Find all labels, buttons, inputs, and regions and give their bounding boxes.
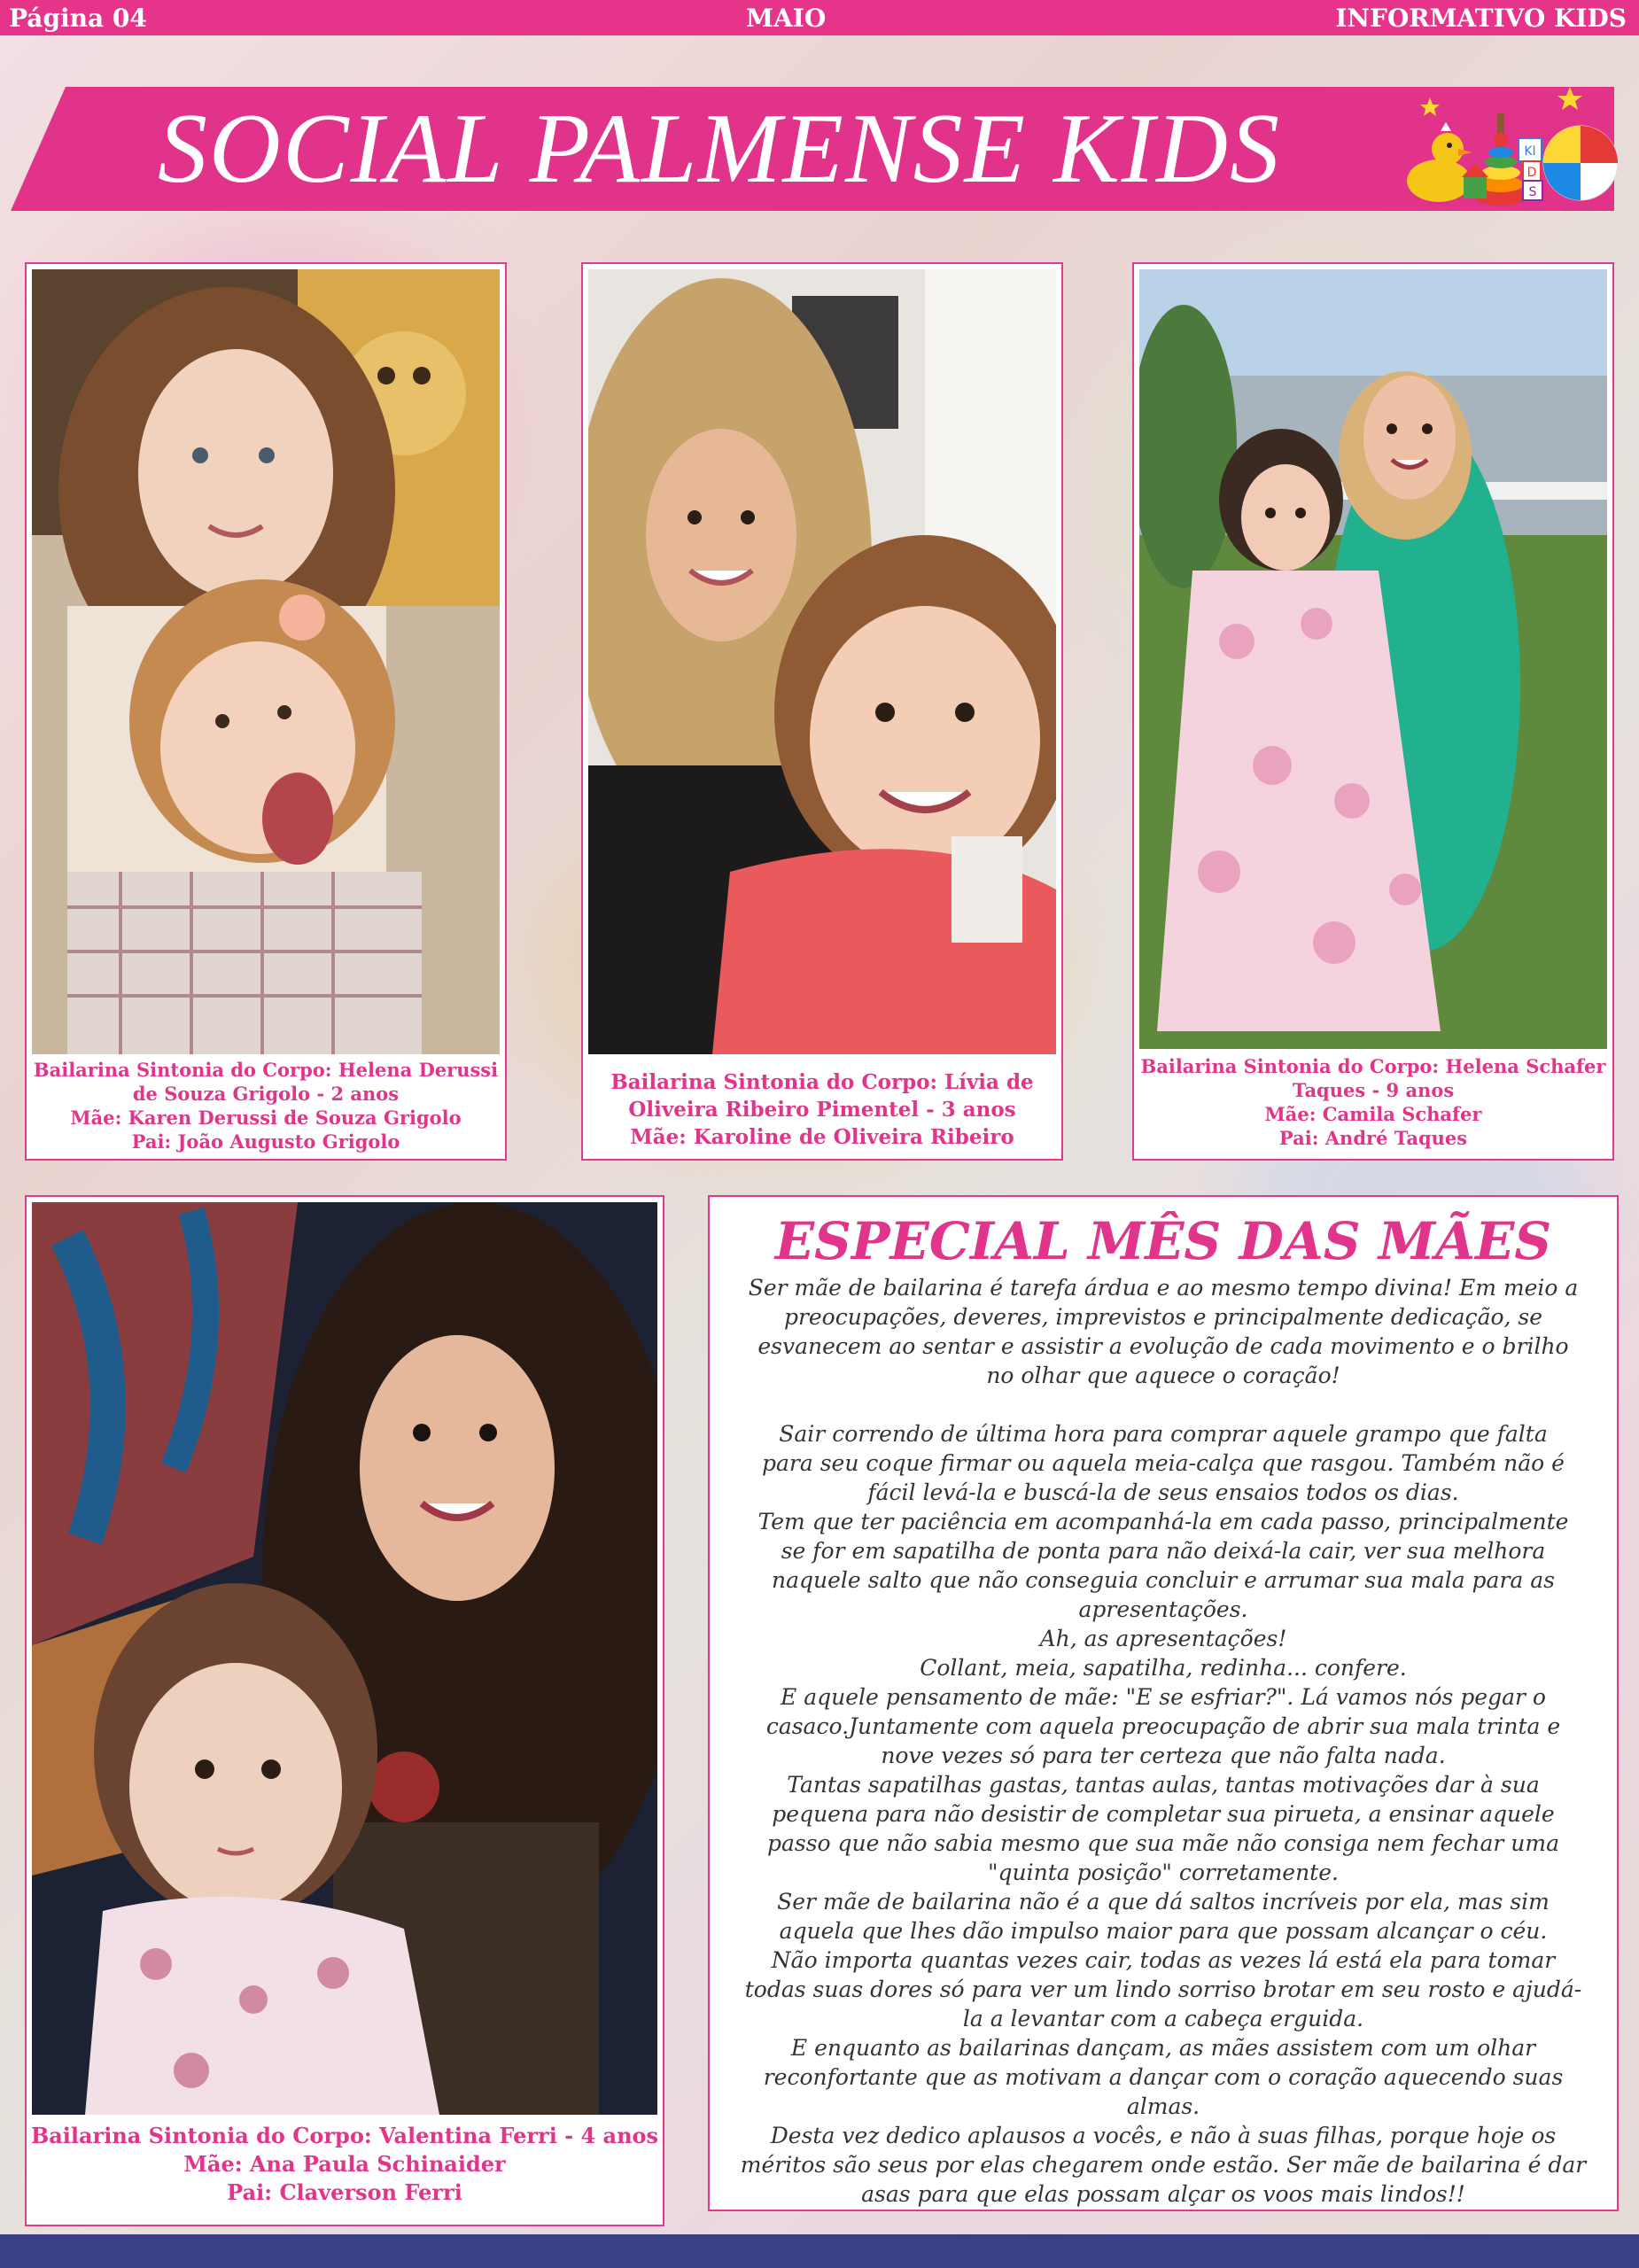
issue-month: MAIO: [746, 4, 827, 33]
kids-blocks-icon: [1519, 138, 1542, 200]
svg-text:S: S: [1528, 185, 1537, 199]
mother-and-daughter-photo: [588, 269, 1056, 1054]
article-line: [736, 1390, 1590, 1419]
section-name: INFORMATIVO KIDS: [1335, 4, 1627, 33]
article-line: naquele salto que não conseguia concluir e arrumar sua mala para as: [772, 1567, 1555, 1593]
article-line: apresentações.: [1078, 1596, 1248, 1622]
article-box: [708, 1195, 1619, 2211]
mother-and-daughter-photo: [32, 269, 500, 1054]
article-line: Tantas sapatilhas gastas, tantas aulas, tantas motivações dar à sua: [787, 1772, 1540, 1798]
article-line: passo que não sabia mesmo que sua mãe não consiga nem fechar uma: [766, 1830, 1560, 1856]
article-line: reconfortante que as motivam a dançar com o coração aquecendo suas: [763, 2064, 1564, 2090]
article-line: aquela que lhes dão impulso maior para que possam alcançar o céu.: [779, 1918, 1548, 1944]
article-line: fácil levá-la e buscá-la de seus ensaios todos os dias.: [867, 1480, 1459, 1505]
article-line: Ser mãe de bailarina não é a que dá saltos incríveis por ela, mas sim: [777, 1889, 1550, 1915]
article-line: la a levantar com a cabeça erguida.: [962, 2006, 1364, 2031]
article-line: E enquanto as bailarinas dançam, as mães assistem com um olhar: [790, 2035, 1536, 2061]
photo-card: [581, 262, 1063, 1161]
photo-caption: Bailarina Sintonia do Corpo: Helena Derussi de Souza Grigolo - 2 anos Mãe: Karen Derussi de Souza Grigolo Pai: João Augusto Grigolo: [33, 1059, 499, 1153]
article-line: Sair correndo de última hora para comprar aquele grampo que falta: [779, 1421, 1548, 1447]
article-line: preocupações, deveres, imprevistos e principalmente dedicação, se: [783, 1304, 1543, 1330]
article-body: [736, 1273, 1590, 2209]
article-line: asas para que elas possam alçar os voos mais lindos!!: [861, 2181, 1465, 2207]
mother-and-daughter-photo: [32, 1202, 657, 2115]
article-line: "quinta posição" corretamente.: [988, 1860, 1339, 1885]
photo-card: [25, 262, 507, 1161]
photo-card: [25, 1195, 664, 2226]
page-header-strip: [0, 0, 1639, 35]
page-title: SOCIAL PALMENSE KIDS: [158, 94, 1281, 204]
article-line: para seu coque firmar ou aquela meia-calça que rasgou. Também não é: [762, 1450, 1565, 1476]
article-line: Ah, as apresentações!: [1039, 1626, 1287, 1651]
article-line: todas suas dores só para ver um lindo sorriso brotar em seu rosto e ajudá-: [744, 1977, 1582, 2002]
photo-caption: Bailarina Sintonia do Corpo: Helena Schafer Taques - 9 anos Mãe: Camila Schafer Pai: André Taques: [1140, 1055, 1606, 1149]
article-line: Desta vez dedico aplausos a vocês, e não à suas filhas, porque hoje os: [770, 2123, 1557, 2148]
article-line: Collant, meia, sapatilha, redinha... confere.: [920, 1655, 1407, 1681]
svg-text:D: D: [1526, 166, 1537, 180]
duck-icon: [1407, 159, 1471, 202]
toys-logo: [1405, 85, 1618, 214]
article-line: se for em sapatilha de ponta para não deixá-la cair, ver sua melhora: [781, 1538, 1546, 1564]
article-line: pequena para não desistir de completar sua pirueta, a ensinar aquele: [772, 1801, 1555, 1827]
beach-ball-icon: [1543, 126, 1618, 200]
article-title: ESPECIAL MÊS DAS MÃES: [774, 1211, 1552, 1271]
article-line: E aquele pensamento de mãe: "E se esfriar?". Lá vamos nós pegar o: [781, 1684, 1546, 1710]
star-icon: [1420, 97, 1440, 116]
article-line: almas.: [1126, 2093, 1200, 2119]
article-line: Não importa quantas vezes cair, todas as vezes lá está ela para tomar: [771, 1947, 1556, 1973]
article-line: nove vezes só para ter certeza que não falta nada.: [881, 1743, 1446, 1768]
mother-and-daughter-photo: [1139, 269, 1607, 1049]
article-line: Tem que ter paciência em acompanhá-la em cada passo, principalmente: [757, 1509, 1569, 1534]
photo-card: [1132, 262, 1614, 1161]
page-number: Página 04: [9, 4, 147, 33]
footer-bar: [0, 2234, 1639, 2268]
photo-caption: Bailarina Sintonia do Corpo: Valentina Ferri - 4 anos Mãe: Ana Paula Schinaider Pai: Claverson Ferri: [30, 2123, 659, 2205]
article-line: no olhar que aquece o coração!: [986, 1363, 1340, 1388]
star-icon: [1557, 87, 1582, 110]
article-line: méritos são seus por elas chegarem onde estão. Ser mãe de bailarina é dar: [740, 2152, 1587, 2178]
article-line: casaco.Juntamente com aquela preocupação de abrir sua mala trinta e: [765, 1713, 1561, 1739]
photo-caption: Bailarina Sintonia do Corpo: Lívia de Oliveira Ribeiro Pimentel - 3 anos Mãe: Karoline de Oliveira Ribeiro: [610, 1070, 1034, 1149]
article-line: esvanecem ao sentar e assistir a evolução de cada movimento e o brilho: [757, 1333, 1569, 1359]
article-line: Ser mãe de bailarina é tarefa árdua e ao mesmo tempo divina! Em meio a: [748, 1275, 1579, 1301]
svg-text:KI: KI: [1524, 144, 1536, 159]
